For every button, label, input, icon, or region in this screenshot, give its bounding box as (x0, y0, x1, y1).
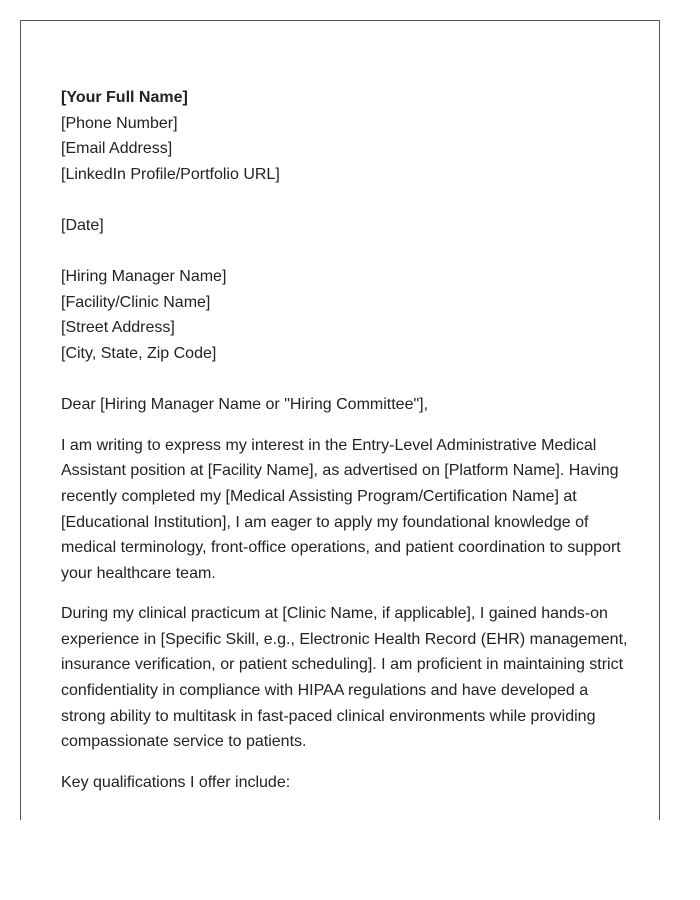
sender-full-name: [Your Full Name] (61, 89, 188, 106)
sender-block (61, 85, 631, 187)
sender-phone: [Phone Number] (61, 114, 178, 132)
letter-date: [Date] (61, 216, 104, 234)
recipient-facility-name: [Facility/Clinic Name] (61, 293, 211, 311)
recipient-street: [Street Address] (61, 319, 175, 337)
salutation: Dear [Hiring Manager Name or "Hiring Committee"], (61, 396, 429, 414)
sender-email: [Email Address] (61, 140, 173, 158)
letter-body (61, 85, 631, 795)
qualifications-intro: Key qualifications I offer include: (61, 773, 291, 791)
recipient-manager-name: [Hiring Manager Name] (61, 268, 227, 286)
recipient-city-state-zip: [City, State, Zip Code] (61, 344, 217, 362)
recipient-block (61, 264, 631, 366)
body-paragraph-1: I am writing to express my interest in the Entry-Level Administrative Medical Assistant position at [Facility Name], as advertised on [Platform Name]. Having recently completed my [Medical Assisting Program/Certification Name] at [Educational Institution], I am eager to apply my foundational knowledge of medical terminology, front-office operations, and patient coordination to support your healthcare team. (61, 436, 621, 582)
body-paragraph-2: During my clinical practicum at [Clinic Name, if applicable], I gained hands-on experience in [Specific Skill, e.g., Electronic Health Record (EHR) management, insurance verification, or patient scheduling]. I am proficient in maintaining strict confidentiality in compliance with HIPAA regulations and have developed a strong ability to multitask in fast-paced clinical environments while providing compassionate service to patients. (61, 605, 628, 751)
sender-profile-url: [LinkedIn Profile/Portfolio URL] (61, 165, 280, 183)
letter-page (20, 20, 660, 820)
